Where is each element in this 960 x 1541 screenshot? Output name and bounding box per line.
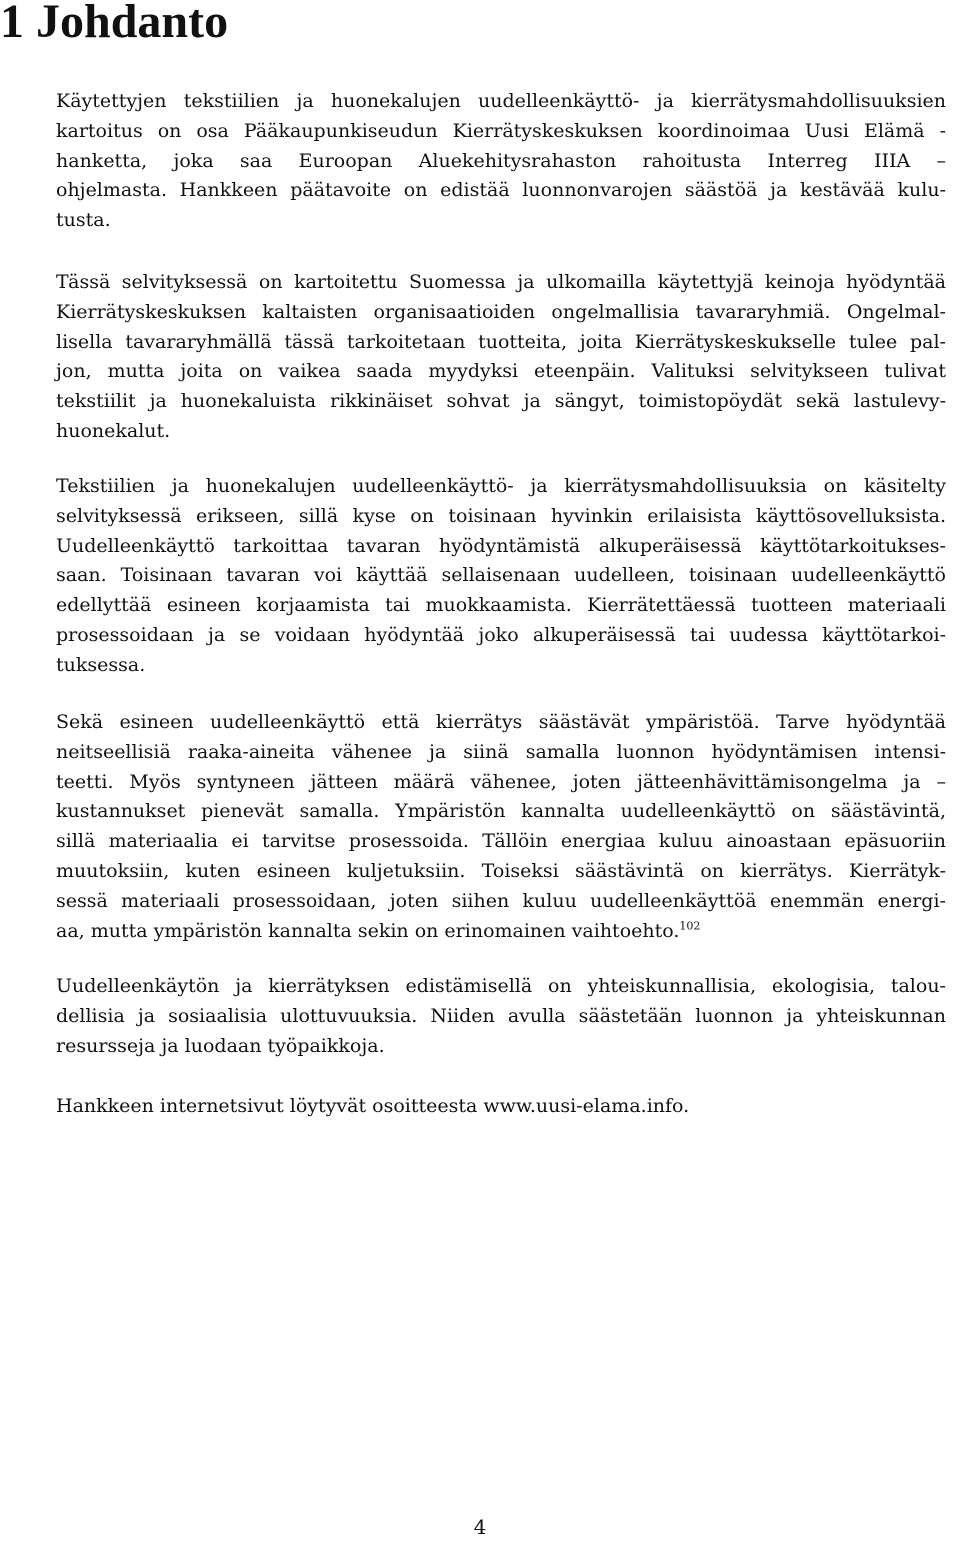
paragraph-line: aa, mutta ympäristön kannalta sekin on erinomainen vaihtoehto.$^{102}$ (56, 919, 701, 942)
paragraph-line: sillä materiaalia ei tarvitse prosessoida. Tällöin energiaa kuluu ainoastaan epäsuoriin (56, 830, 946, 853)
environment-paragraph (56, 708, 946, 946)
paragraph-line: tekstiilit ja huonekaluista rikkinäiset sohvat ja sängyt, toimistopöydät sekä lastulevy- (56, 390, 947, 413)
paragraph-line: muutoksiin, kuten esineen kuljetuksiin. Toiseksi säästävintä on kierrätys. Kierrätyk- (56, 859, 946, 882)
paragraph-line: Käytettyjen tekstiilien ja huonekalujen uudelleenkäyttö- ja kierrätysmahdollisuuksien (56, 90, 946, 112)
paragraph-line: tusta. (56, 209, 111, 232)
paragraph-line: Sekä esineen uudelleenkäyttö että kierrätys säästävät ympäristöä. Tarve hyödyntää (56, 711, 946, 733)
paragraph-line: kartoitus on osa Pääkaupunkiseudun Kierrätyskeskuksen koordinoimaa Uusi Elämä - (56, 119, 947, 142)
paragraph-line: kustannukset pienevät samalla. Ympäristön kannalta uudelleenkäyttö on säästävintä, (56, 800, 947, 823)
chapter-heading: 1 Johdanto (0, 0, 229, 48)
paragraph-line: dellisia ja sosiaalisia ulottuvuuksia. Niiden avulla säästetään luonnon ja yhteiskunnan (56, 1004, 946, 1027)
paragraph-line: Tekstiilien ja huonekalujen uudelleenkäyttö- ja kierrätysmahdollisuuksia on käsitelty (56, 475, 946, 497)
paragraph-line: neitseellisiä raaka-aineita vähenee ja siinä samalla luonnon hyödyntämisen intensi- (56, 740, 947, 763)
paragraph-line: Uudelleenkäytön ja kierrätyksen edistämisellä on yhteiskunnallisia, ekologisia, talou- (56, 975, 946, 997)
paragraph-line: ohjelmasta. Hankkeen päätavoite on edistää luonnonvarojen säästöä ja kestävää kulu- (56, 179, 946, 202)
paragraph-line: hanketta, joka saa Euroopan Aluekehitysrahaston rahoitusta Interreg IIIA – (56, 149, 946, 172)
paragraph-line: saan. Toisinaan tavaran voi käyttää sellaisenaan uudelleen, toisinaan uudelleenkäyttö (56, 564, 946, 587)
paragraph-line: lisella tavararyhmällä tässä tarkoitetaan tuotteita, joita Kierrätyskeskukselle tulee pal- (56, 330, 946, 353)
footnote-reference: 102 (679, 919, 701, 933)
paragraph-line: Hankkeen internetsivut löytyvät osoitteesta www.uusi-elama.info. (56, 1095, 690, 1117)
scope-paragraph (56, 268, 946, 447)
paragraph-line: selvityksessä erikseen, sillä kyse on toisinaan hyvinkin erilaisista käyttösovelluksista. (56, 504, 946, 527)
paragraph-line: Uudelleenkäyttö tarkoittaa tavaran hyödyntämistä alkuperäisessä käyttötarkoitukses- (56, 534, 946, 557)
paragraph-line: resursseja ja luodaan työpaikkoja. (56, 1034, 385, 1057)
paragraph-line: Tässä selvityksessä on kartoitettu Suomessa ja ulkomailla käytettyjä keinoja hyödyntää (56, 271, 946, 293)
paragraph-line: huonekalut. (56, 419, 171, 442)
paragraph-line: sessä materiaali prosessoidaan, joten siihen kuluu uudelleenkäyttöä enemmän energi- (56, 889, 946, 912)
intro-paragraph (56, 87, 946, 236)
paragraph-line: edellyttää esineen korjaamista tai muokkaamista. Kierrätettäessä tuotteen materiaali (56, 594, 946, 617)
website-paragraph (56, 1092, 946, 1122)
paragraph-line: Kierrätyskeskuksen kaltaisten organisaatioiden ongelmallisia tavararyhmiä. Ongelmal- (56, 300, 946, 323)
page-number: 4 (473, 1515, 487, 1539)
paragraph-line: tuksessa. (56, 653, 146, 676)
reuse-definition-paragraph (56, 472, 946, 681)
paragraph-line: prosessoidaan ja se voidaan hyödyntää joko alkuperäisessä tai uudessa käyttötarkoi- (56, 623, 947, 646)
paragraph-line: jon, mutta joita on vaikea saada myydyksi eteenpäin. Valituksi selvitykseen tulivat (56, 360, 947, 383)
paragraph-line: teetti. Myös syntyneen jätteen määrä vähenee, joten jätteenhävittämisongelma ja – (56, 770, 946, 793)
dimensions-paragraph (56, 972, 946, 1061)
